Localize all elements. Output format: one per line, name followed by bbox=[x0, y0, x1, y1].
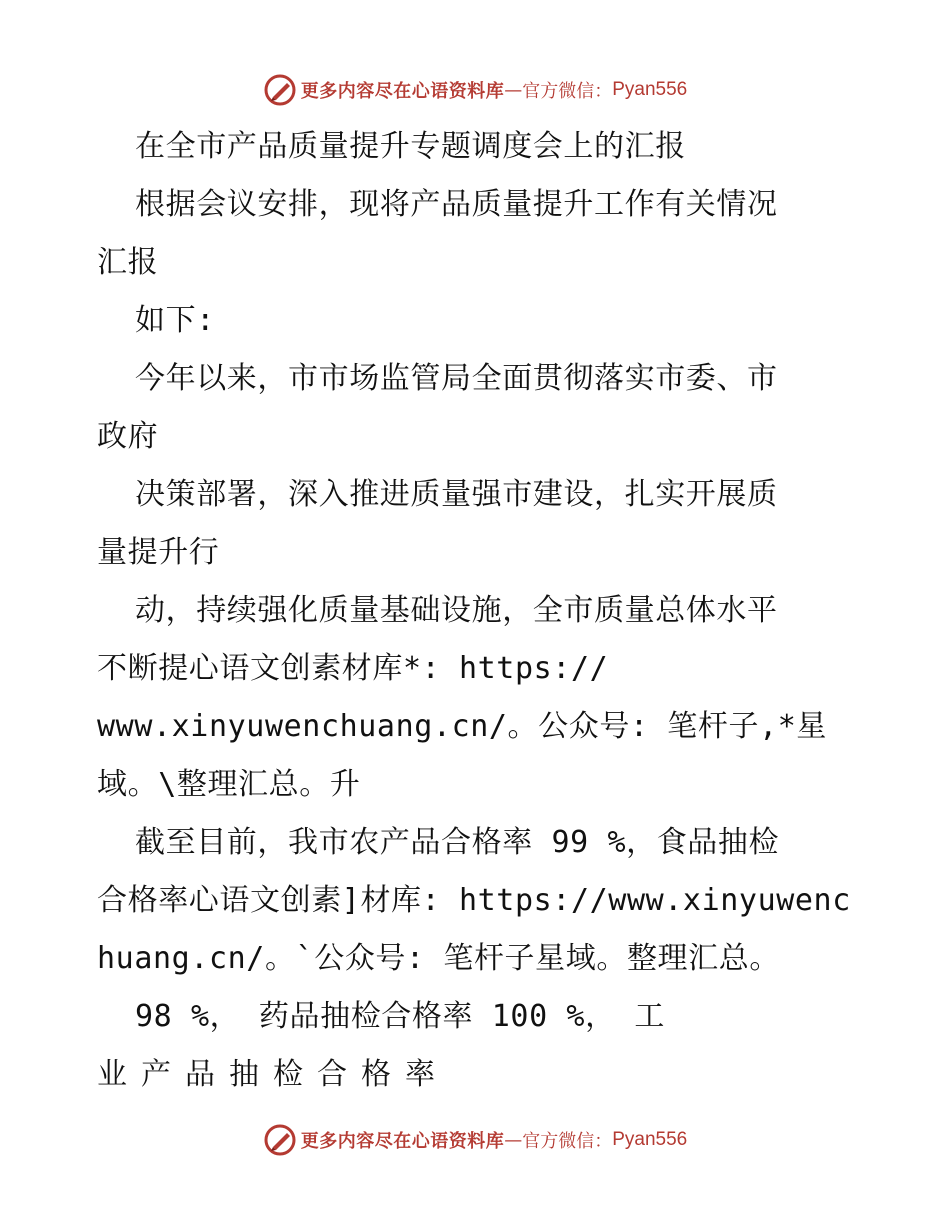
footer-banner bbox=[0, 1120, 950, 1160]
doc-line: www.xinyuwenchuang.cn/。公众号: 笔杆子,*星 bbox=[97, 709, 827, 744]
doc-line: 业产品抽检合格率 bbox=[97, 1057, 449, 1092]
doc-line: 不断提心语文创素材库*: https:// bbox=[97, 651, 609, 686]
header-banner bbox=[0, 70, 950, 110]
doc-line: 汇报 bbox=[97, 245, 159, 280]
banner-wechat-label: 官方微信： bbox=[522, 1131, 613, 1152]
doc-line: 截至目前，我市农产品合格率 99 %，食品抽检 bbox=[135, 825, 780, 860]
doc-line: 决策部署，深入推进质量强市建设，扎实开展质 bbox=[135, 477, 778, 512]
doc-title: 在全市产品质量提升专题调度会上的汇报 bbox=[135, 129, 686, 164]
doc-line: 域。\整理汇总。升 bbox=[97, 767, 361, 802]
pen-logo-icon bbox=[263, 73, 297, 107]
doc-line: huang.cn/。`公众号: 笔杆子星域。整理汇总。 bbox=[97, 941, 780, 976]
banner-wechat-id: Pyan556 bbox=[612, 1129, 688, 1150]
banner-dash: — bbox=[504, 79, 523, 101]
banner-wechat-id: Pyan556 bbox=[612, 79, 688, 100]
banner-dash: — bbox=[504, 1129, 523, 1151]
doc-line: 政府 bbox=[97, 419, 159, 454]
doc-line: 动，持续强化质量基础设施，全市质量总体水平 bbox=[135, 593, 778, 628]
banner-text: 更多内容尽在心语资料库 bbox=[300, 1131, 505, 1152]
doc-line: 根据会议安排，现将产品质量提升工作有关情况 bbox=[135, 187, 778, 222]
doc-line: 今年以来，市市场监管局全面贯彻落实市委、市 bbox=[135, 361, 778, 396]
document-body bbox=[97, 118, 857, 1104]
banner-wechat-label: 官方微信： bbox=[522, 81, 613, 102]
doc-line: 合格率心语文创素]材库: https://www.xinyuwenc bbox=[97, 883, 851, 918]
doc-line: 如下: bbox=[135, 303, 215, 338]
doc-line: 量提升行 bbox=[97, 535, 220, 570]
pen-logo-icon bbox=[263, 1123, 297, 1157]
banner-text: 更多内容尽在心语资料库 bbox=[300, 81, 505, 102]
doc-line: 98 %， 药品抽检合格率 100 %， 工 bbox=[135, 999, 665, 1034]
